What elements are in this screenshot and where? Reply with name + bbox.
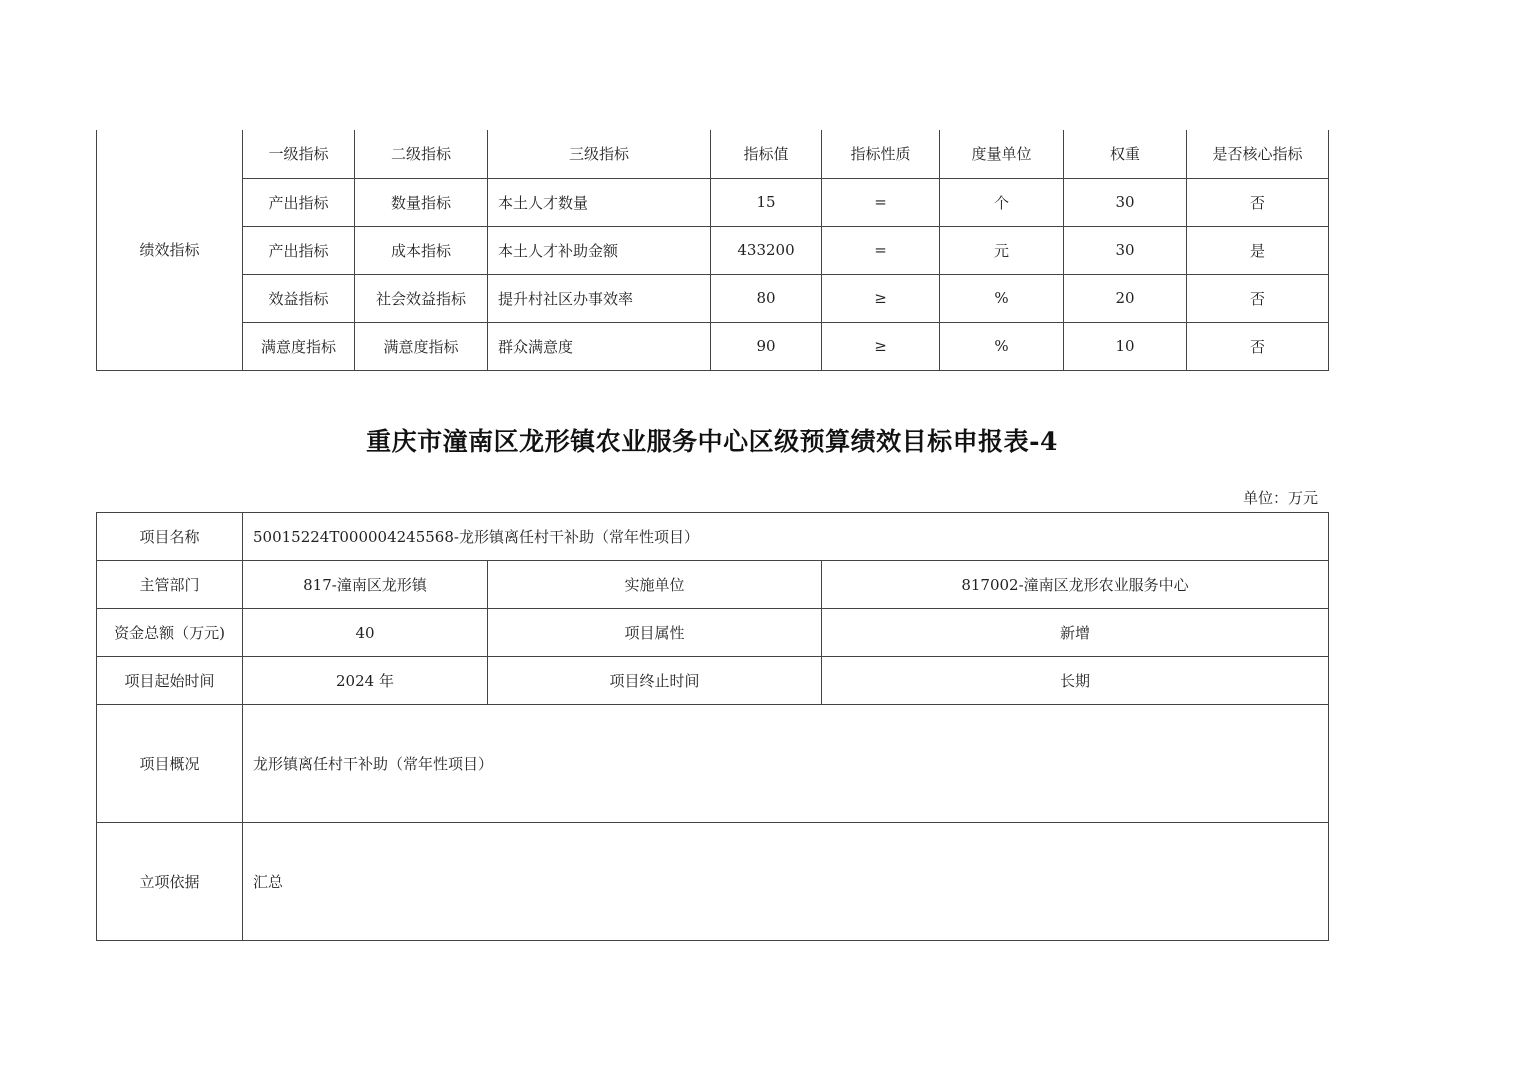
table-cell: 否 [1187,178,1329,226]
unit-label: 单位：万元 [1242,489,1318,507]
table-cell: 30 [1064,226,1187,274]
table-cell: 30 [1064,178,1187,226]
project-name-value: 50015224T000004245568-龙形镇离任村干补助（常年性项目） [243,513,1329,561]
header-cell: 权重 [1064,130,1187,178]
table-cell: 否 [1187,322,1329,370]
table-cell: 满意度指标 [243,322,355,370]
table-cell: 群众满意度 [488,322,711,370]
table-row [97,561,1329,609]
overview-value: 龙形镇离任村干补助（常年性项目） [243,705,1329,823]
header-cell: 指标值 [711,130,822,178]
start-value: 2024 年 [243,657,488,705]
table-row [97,226,1329,274]
table-cell: % [940,322,1064,370]
perf-section-label: 绩效指标 [97,130,243,370]
table-cell: % [940,274,1064,322]
table-cell: ≥ [822,274,940,322]
page-title: 重庆市潼南区龙形镇农业服务中心区级预算绩效目标申报表-4 [366,427,1058,456]
header-cell: 是否核心指标 [1187,130,1329,178]
table-row [97,322,1329,370]
table-row [97,178,1329,226]
table-cell: 本土人才数量 [488,178,711,226]
table-cell: ≥ [822,322,940,370]
table-row [97,705,1329,823]
table-row [97,657,1329,705]
table-cell: = [822,226,940,274]
basis-label: 立项依据 [97,823,243,941]
fund-label: 资金总额（万元) [97,609,243,657]
table-cell: 否 [1187,274,1329,322]
header-cell: 二级指标 [355,130,488,178]
end-value: 长期 [822,657,1329,705]
table-cell: 数量指标 [355,178,488,226]
table-cell: 成本指标 [355,226,488,274]
table-cell: = [822,178,940,226]
table-row [97,609,1329,657]
table-cell: 满意度指标 [355,322,488,370]
overview-label: 项目概况 [97,705,243,823]
table-cell: 个 [940,178,1064,226]
attr-value: 新增 [822,609,1329,657]
performance-indicators-table [96,130,1329,371]
dept-value: 817-潼南区龙形镇 [243,561,488,609]
project-info-table [96,512,1329,941]
basis-value: 汇总 [243,823,1329,941]
table-cell: 产出指标 [243,226,355,274]
impl-value: 817002-潼南区龙形农业服务中心 [822,561,1329,609]
table-cell: 提升村社区办事效率 [488,274,711,322]
start-label: 项目起始时间 [97,657,243,705]
table-cell: 90 [711,322,822,370]
end-label: 项目终止时间 [488,657,822,705]
table-cell: 10 [1064,322,1187,370]
header-cell: 三级指标 [488,130,711,178]
header-cell: 一级指标 [243,130,355,178]
table-cell: 本土人才补助金额 [488,226,711,274]
table-cell: 产出指标 [243,178,355,226]
table-row [97,823,1329,941]
dept-label: 主管部门 [97,561,243,609]
table-row [97,274,1329,322]
project-name-label: 项目名称 [97,513,243,561]
perf-header-row [97,130,1329,178]
attr-label: 项目属性 [488,609,822,657]
table-cell: 80 [711,274,822,322]
table-cell: 15 [711,178,822,226]
header-cell: 指标性质 [822,130,940,178]
header-cell: 度量单位 [940,130,1064,178]
table-cell: 433200 [711,226,822,274]
table-cell: 社会效益指标 [355,274,488,322]
fund-value: 40 [243,609,488,657]
impl-label: 实施单位 [488,561,822,609]
table-row [97,513,1329,561]
table-cell: 是 [1187,226,1329,274]
table-cell: 20 [1064,274,1187,322]
table-cell: 元 [940,226,1064,274]
table-cell: 效益指标 [243,274,355,322]
